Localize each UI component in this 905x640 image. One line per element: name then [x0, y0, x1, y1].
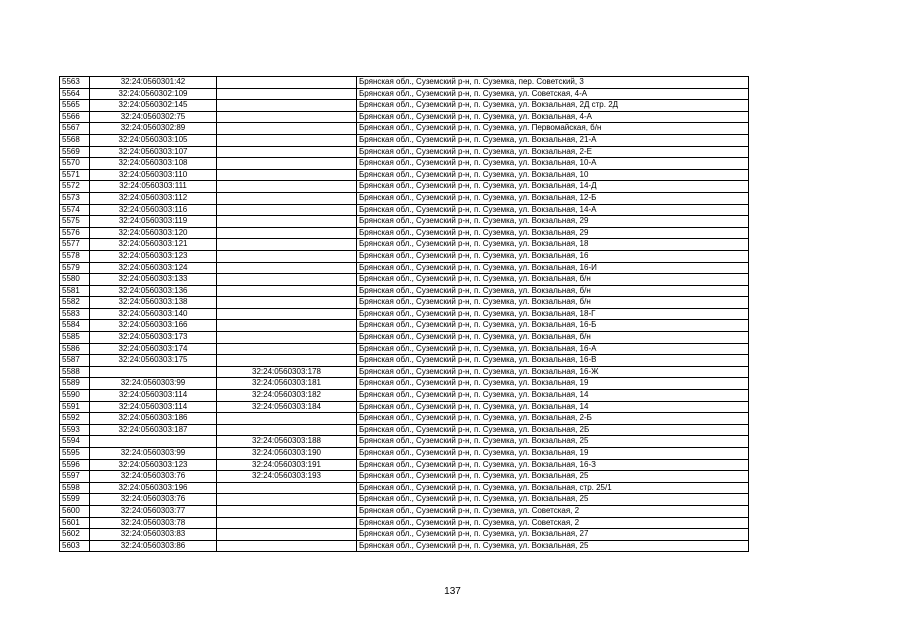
address-cell: Брянская обл., Суземский р-н, п. Суземка, ул. Советская, 4-А: [357, 88, 749, 100]
table-row: [60, 77, 749, 89]
table-row: [60, 274, 749, 286]
linked-cadastral-number-cell: [217, 482, 357, 494]
row-number-cell: 5581: [60, 285, 90, 297]
table-row: [60, 88, 749, 100]
cadastral-number-cell: 32:24:0560303:123: [90, 459, 217, 471]
row-number-cell: 5593: [60, 424, 90, 436]
address-cell: Брянская обл., Суземский р-н, п. Суземка, ул. Вокзальная, 16-А: [357, 343, 749, 355]
row-number-cell: 5583: [60, 308, 90, 320]
linked-cadastral-number-cell: [217, 77, 357, 89]
address-cell: Брянская обл., Суземский р-н, п. Суземка, ул. Вокзальная, стр. 25/1: [357, 482, 749, 494]
table-row: [60, 413, 749, 425]
cadastral-number-cell: 32:24:0560303:186: [90, 413, 217, 425]
linked-cadastral-number-cell: [217, 320, 357, 332]
cadastral-number-cell: 32:24:0560303:105: [90, 134, 217, 146]
address-cell: Брянская обл., Суземский р-н, п. Суземка, ул. Вокзальная, 2Д стр. 2Д: [357, 100, 749, 112]
row-number-cell: 5588: [60, 366, 90, 378]
cadastral-number-cell: 32:24:0560303:77: [90, 505, 217, 517]
cadastral-number-cell: 32:24:0560303:120: [90, 227, 217, 239]
cadastral-number-cell: 32:24:0560303:175: [90, 355, 217, 367]
row-number-cell: 5570: [60, 158, 90, 170]
records-table: [59, 76, 749, 552]
row-number-cell: 5580: [60, 274, 90, 286]
address-cell: Брянская обл., Суземский р-н, п. Суземка, ул. Вокзальная, 14: [357, 401, 749, 413]
linked-cadastral-number-cell: [217, 424, 357, 436]
linked-cadastral-number-cell: 32:24:0560303:184: [217, 401, 357, 413]
address-cell: Брянская обл., Суземский р-н, п. Суземка, ул. Вокзальная, 16: [357, 250, 749, 262]
address-cell: Брянская обл., Суземский р-н, п. Суземка, ул. Вокзальная, б/н: [357, 332, 749, 344]
address-cell: Брянская обл., Суземский р-н, п. Суземка, ул. Вокзальная, 16-И: [357, 262, 749, 274]
row-number-cell: 5602: [60, 529, 90, 541]
table-row: [60, 448, 749, 460]
cadastral-number-cell: 32:24:0560303:174: [90, 343, 217, 355]
row-number-cell: 5569: [60, 146, 90, 158]
table-row: [60, 158, 749, 170]
row-number-cell: 5567: [60, 123, 90, 135]
cadastral-number-cell: 32:24:0560303:166: [90, 320, 217, 332]
address-cell: Брянская обл., Суземский р-н, п. Суземка, ул. Вокзальная, 16-З: [357, 459, 749, 471]
row-number-cell: 5596: [60, 459, 90, 471]
row-number-cell: 5597: [60, 471, 90, 483]
table-row: [60, 169, 749, 181]
address-cell: Брянская обл., Суземский р-н, п. Суземка, ул. Вокзальная, 14-А: [357, 204, 749, 216]
table-row: [60, 343, 749, 355]
cadastral-number-cell: 32:24:0560302:75: [90, 111, 217, 123]
address-cell: Брянская обл., Суземский р-н, п. Суземка, ул. Вокзальная, 25: [357, 436, 749, 448]
table-row: [60, 424, 749, 436]
table-row: [60, 505, 749, 517]
cadastral-number-cell: 32:24:0560302:109: [90, 88, 217, 100]
linked-cadastral-number-cell: 32:24:0560303:182: [217, 390, 357, 402]
linked-cadastral-number-cell: [217, 169, 357, 181]
linked-cadastral-number-cell: [217, 494, 357, 506]
cadastral-number-cell: 32:24:0560303:121: [90, 239, 217, 251]
table-row: [60, 401, 749, 413]
linked-cadastral-number-cell: [217, 123, 357, 135]
address-cell: Брянская обл., Суземский р-н, п. Суземка, ул. Вокзальная, 29: [357, 216, 749, 228]
address-cell: Брянская обл., Суземский р-н, п. Суземка, ул. Вокзальная, 14-Д: [357, 181, 749, 193]
table-row: [60, 262, 749, 274]
row-number-cell: 5582: [60, 297, 90, 309]
cadastral-number-cell: 32:24:0560303:108: [90, 158, 217, 170]
row-number-cell: 5565: [60, 100, 90, 112]
linked-cadastral-number-cell: [217, 100, 357, 112]
table-row: [60, 459, 749, 471]
table-row: [60, 471, 749, 483]
linked-cadastral-number-cell: [217, 250, 357, 262]
address-cell: Брянская обл., Суземский р-н, п. Суземка, ул. Вокзальная, 10-А: [357, 158, 749, 170]
row-number-cell: 5587: [60, 355, 90, 367]
row-number-cell: 5563: [60, 77, 90, 89]
cadastral-number-cell: 32:24:0560303:114: [90, 401, 217, 413]
address-cell: Брянская обл., Суземский р-н, п. Суземка, ул. Вокзальная, 19: [357, 448, 749, 460]
address-cell: Брянская обл., Суземский р-н, п. Суземка, ул. Вокзальная, б/н: [357, 274, 749, 286]
address-cell: Брянская обл., Суземский р-н, п. Суземка, ул. Советская, 2: [357, 505, 749, 517]
table-row: [60, 250, 749, 262]
address-cell: Брянская обл., Суземский р-н, п. Суземка, ул. Вокзальная, 4-А: [357, 111, 749, 123]
linked-cadastral-number-cell: [217, 204, 357, 216]
row-number-cell: 5566: [60, 111, 90, 123]
row-number-cell: 5571: [60, 169, 90, 181]
table-row: [60, 320, 749, 332]
row-number-cell: 5584: [60, 320, 90, 332]
table-row: [60, 111, 749, 123]
row-number-cell: 5601: [60, 517, 90, 529]
linked-cadastral-number-cell: [217, 158, 357, 170]
table-row: [60, 134, 749, 146]
address-cell: Брянская обл., Суземский р-н, п. Суземка, ул. Вокзальная, 16-Б: [357, 320, 749, 332]
cadastral-number-cell: 32:24:0560303:196: [90, 482, 217, 494]
address-cell: Брянская обл., Суземский р-н, п. Суземка, ул. Вокзальная, б/н: [357, 285, 749, 297]
cadastral-number-cell: 32:24:0560303:140: [90, 308, 217, 320]
address-cell: Брянская обл., Суземский р-н, п. Суземка, ул. Вокзальная, 2Б: [357, 424, 749, 436]
cadastral-number-cell: 32:24:0560303:76: [90, 494, 217, 506]
row-number-cell: 5574: [60, 204, 90, 216]
row-number-cell: 5577: [60, 239, 90, 251]
table-row: [60, 227, 749, 239]
linked-cadastral-number-cell: [217, 239, 357, 251]
linked-cadastral-number-cell: [217, 413, 357, 425]
address-cell: Брянская обл., Суземский р-н, п. Суземка, ул. Вокзальная, 27: [357, 529, 749, 541]
cadastral-number-cell: 32:24:0560302:145: [90, 100, 217, 112]
row-number-cell: 5573: [60, 192, 90, 204]
cadastral-number-cell: 32:24:0560303:99: [90, 448, 217, 460]
cadastral-number-cell: 32:24:0560303:138: [90, 297, 217, 309]
row-number-cell: 5591: [60, 401, 90, 413]
row-number-cell: 5603: [60, 540, 90, 552]
cadastral-number-cell: 32:24:0560302:89: [90, 123, 217, 135]
row-number-cell: 5592: [60, 413, 90, 425]
address-cell: Брянская обл., Суземский р-н, п. Суземка, ул. Вокзальная, 16-Ж: [357, 366, 749, 378]
table-row: [60, 285, 749, 297]
row-number-cell: 5590: [60, 390, 90, 402]
cadastral-number-cell: 32:24:0560303:83: [90, 529, 217, 541]
table-row: [60, 204, 749, 216]
table-row: [60, 355, 749, 367]
linked-cadastral-number-cell: [217, 355, 357, 367]
row-number-cell: 5599: [60, 494, 90, 506]
address-cell: Брянская обл., Суземский р-н, п. Суземка, ул. Вокзальная, 19: [357, 378, 749, 390]
table-row: [60, 378, 749, 390]
address-cell: Брянская обл., Суземский р-н, п. Суземка, ул. Вокзальная, 18: [357, 239, 749, 251]
table-row: [60, 390, 749, 402]
cadastral-number-cell: 32:24:0560303:107: [90, 146, 217, 158]
records-table-body: [60, 77, 749, 552]
table-row: [60, 436, 749, 448]
table-row: [60, 192, 749, 204]
cadastral-number-cell: 32:24:0560303:78: [90, 517, 217, 529]
table-row: [60, 517, 749, 529]
row-number-cell: 5594: [60, 436, 90, 448]
row-number-cell: 5585: [60, 332, 90, 344]
linked-cadastral-number-cell: 32:24:0560303:190: [217, 448, 357, 460]
cadastral-number-cell: 32:24:0560303:114: [90, 390, 217, 402]
row-number-cell: 5576: [60, 227, 90, 239]
table-row: [60, 123, 749, 135]
address-cell: Брянская обл., Суземский р-н, п. Суземка, ул. Вокзальная, 2-Е: [357, 146, 749, 158]
cadastral-number-cell: [90, 436, 217, 448]
linked-cadastral-number-cell: [217, 146, 357, 158]
cadastral-number-cell: 32:24:0560303:116: [90, 204, 217, 216]
address-cell: Брянская обл., Суземский р-н, п. Суземка, ул. Первомайская, б/н: [357, 123, 749, 135]
address-cell: Брянская обл., Суземский р-н, п. Суземка, ул. Вокзальная, 29: [357, 227, 749, 239]
row-number-cell: 5575: [60, 216, 90, 228]
linked-cadastral-number-cell: [217, 297, 357, 309]
table-row: [60, 494, 749, 506]
cadastral-number-cell: 32:24:0560303:124: [90, 262, 217, 274]
linked-cadastral-number-cell: [217, 262, 357, 274]
cadastral-number-cell: 32:24:0560303:86: [90, 540, 217, 552]
table-row: [60, 239, 749, 251]
address-cell: Брянская обл., Суземский р-н, п. Суземка, ул. Вокзальная, 10: [357, 169, 749, 181]
table-row: [60, 482, 749, 494]
linked-cadastral-number-cell: [217, 517, 357, 529]
row-number-cell: 5579: [60, 262, 90, 274]
linked-cadastral-number-cell: 32:24:0560303:181: [217, 378, 357, 390]
address-cell: Брянская обл., Суземский р-н, п. Суземка, ул. Вокзальная, 25: [357, 494, 749, 506]
address-cell: Брянская обл., Суземский р-н, п. Суземка, ул. Вокзальная, 14: [357, 390, 749, 402]
page-number: 137: [444, 586, 461, 597]
linked-cadastral-number-cell: [217, 88, 357, 100]
cadastral-number-cell: 32:24:0560303:99: [90, 378, 217, 390]
linked-cadastral-number-cell: [217, 134, 357, 146]
address-cell: Брянская обл., Суземский р-н, п. Суземка, ул. Вокзальная, 25: [357, 471, 749, 483]
linked-cadastral-number-cell: [217, 274, 357, 286]
linked-cadastral-number-cell: [217, 308, 357, 320]
cadastral-number-cell: 32:24:0560303:111: [90, 181, 217, 193]
linked-cadastral-number-cell: [217, 529, 357, 541]
linked-cadastral-number-cell: [217, 332, 357, 344]
table-row: [60, 216, 749, 228]
linked-cadastral-number-cell: 32:24:0560303:178: [217, 366, 357, 378]
table-row: [60, 297, 749, 309]
cadastral-number-cell: 32:24:0560303:123: [90, 250, 217, 262]
address-cell: Брянская обл., Суземский р-н, п. Суземка, ул. Вокзальная, 18-Г: [357, 308, 749, 320]
table-row: [60, 146, 749, 158]
table-row: [60, 100, 749, 112]
address-cell: Брянская обл., Суземский р-н, п. Суземка, ул. Вокзальная, 16-В: [357, 355, 749, 367]
table-row: [60, 529, 749, 541]
row-number-cell: 5568: [60, 134, 90, 146]
cadastral-number-cell: 32:24:0560301:42: [90, 77, 217, 89]
linked-cadastral-number-cell: [217, 181, 357, 193]
row-number-cell: 5572: [60, 181, 90, 193]
linked-cadastral-number-cell: [217, 192, 357, 204]
address-cell: Брянская обл., Суземский р-н, п. Суземка, ул. Вокзальная, 25: [357, 540, 749, 552]
linked-cadastral-number-cell: [217, 285, 357, 297]
linked-cadastral-number-cell: [217, 343, 357, 355]
table-row: [60, 308, 749, 320]
cadastral-number-cell: 32:24:0560303:119: [90, 216, 217, 228]
linked-cadastral-number-cell: [217, 227, 357, 239]
address-cell: Брянская обл., Суземский р-н, п. Суземка, ул. Вокзальная, 21-А: [357, 134, 749, 146]
table-row: [60, 540, 749, 552]
linked-cadastral-number-cell: 32:24:0560303:193: [217, 471, 357, 483]
address-cell: Брянская обл., Суземский р-н, п. Суземка, ул. Вокзальная, 2-Б: [357, 413, 749, 425]
address-cell: Брянская обл., Суземский р-н, п. Суземка, пер. Советский, 3: [357, 77, 749, 89]
cadastral-number-cell: 32:24:0560303:187: [90, 424, 217, 436]
row-number-cell: 5589: [60, 378, 90, 390]
row-number-cell: 5595: [60, 448, 90, 460]
table-row: [60, 181, 749, 193]
address-cell: Брянская обл., Суземский р-н, п. Суземка, ул. Советская, 2: [357, 517, 749, 529]
cadastral-number-cell: 32:24:0560303:133: [90, 274, 217, 286]
row-number-cell: 5586: [60, 343, 90, 355]
address-cell: Брянская обл., Суземский р-н, п. Суземка, ул. Вокзальная, б/н: [357, 297, 749, 309]
cadastral-number-cell: 32:24:0560303:173: [90, 332, 217, 344]
row-number-cell: 5564: [60, 88, 90, 100]
cadastral-number-cell: [90, 366, 217, 378]
table-row: [60, 332, 749, 344]
row-number-cell: 5600: [60, 505, 90, 517]
linked-cadastral-number-cell: [217, 111, 357, 123]
cadastral-number-cell: 32:24:0560303:76: [90, 471, 217, 483]
cadastral-number-cell: 32:24:0560303:110: [90, 169, 217, 181]
row-number-cell: 5598: [60, 482, 90, 494]
linked-cadastral-number-cell: [217, 540, 357, 552]
linked-cadastral-number-cell: [217, 505, 357, 517]
address-cell: Брянская обл., Суземский р-н, п. Суземка, ул. Вокзальная, 12-Б: [357, 192, 749, 204]
linked-cadastral-number-cell: 32:24:0560303:188: [217, 436, 357, 448]
linked-cadastral-number-cell: 32:24:0560303:191: [217, 459, 357, 471]
linked-cadastral-number-cell: [217, 216, 357, 228]
row-number-cell: 5578: [60, 250, 90, 262]
cadastral-number-cell: 32:24:0560303:112: [90, 192, 217, 204]
cadastral-number-cell: 32:24:0560303:136: [90, 285, 217, 297]
table-row: [60, 366, 749, 378]
